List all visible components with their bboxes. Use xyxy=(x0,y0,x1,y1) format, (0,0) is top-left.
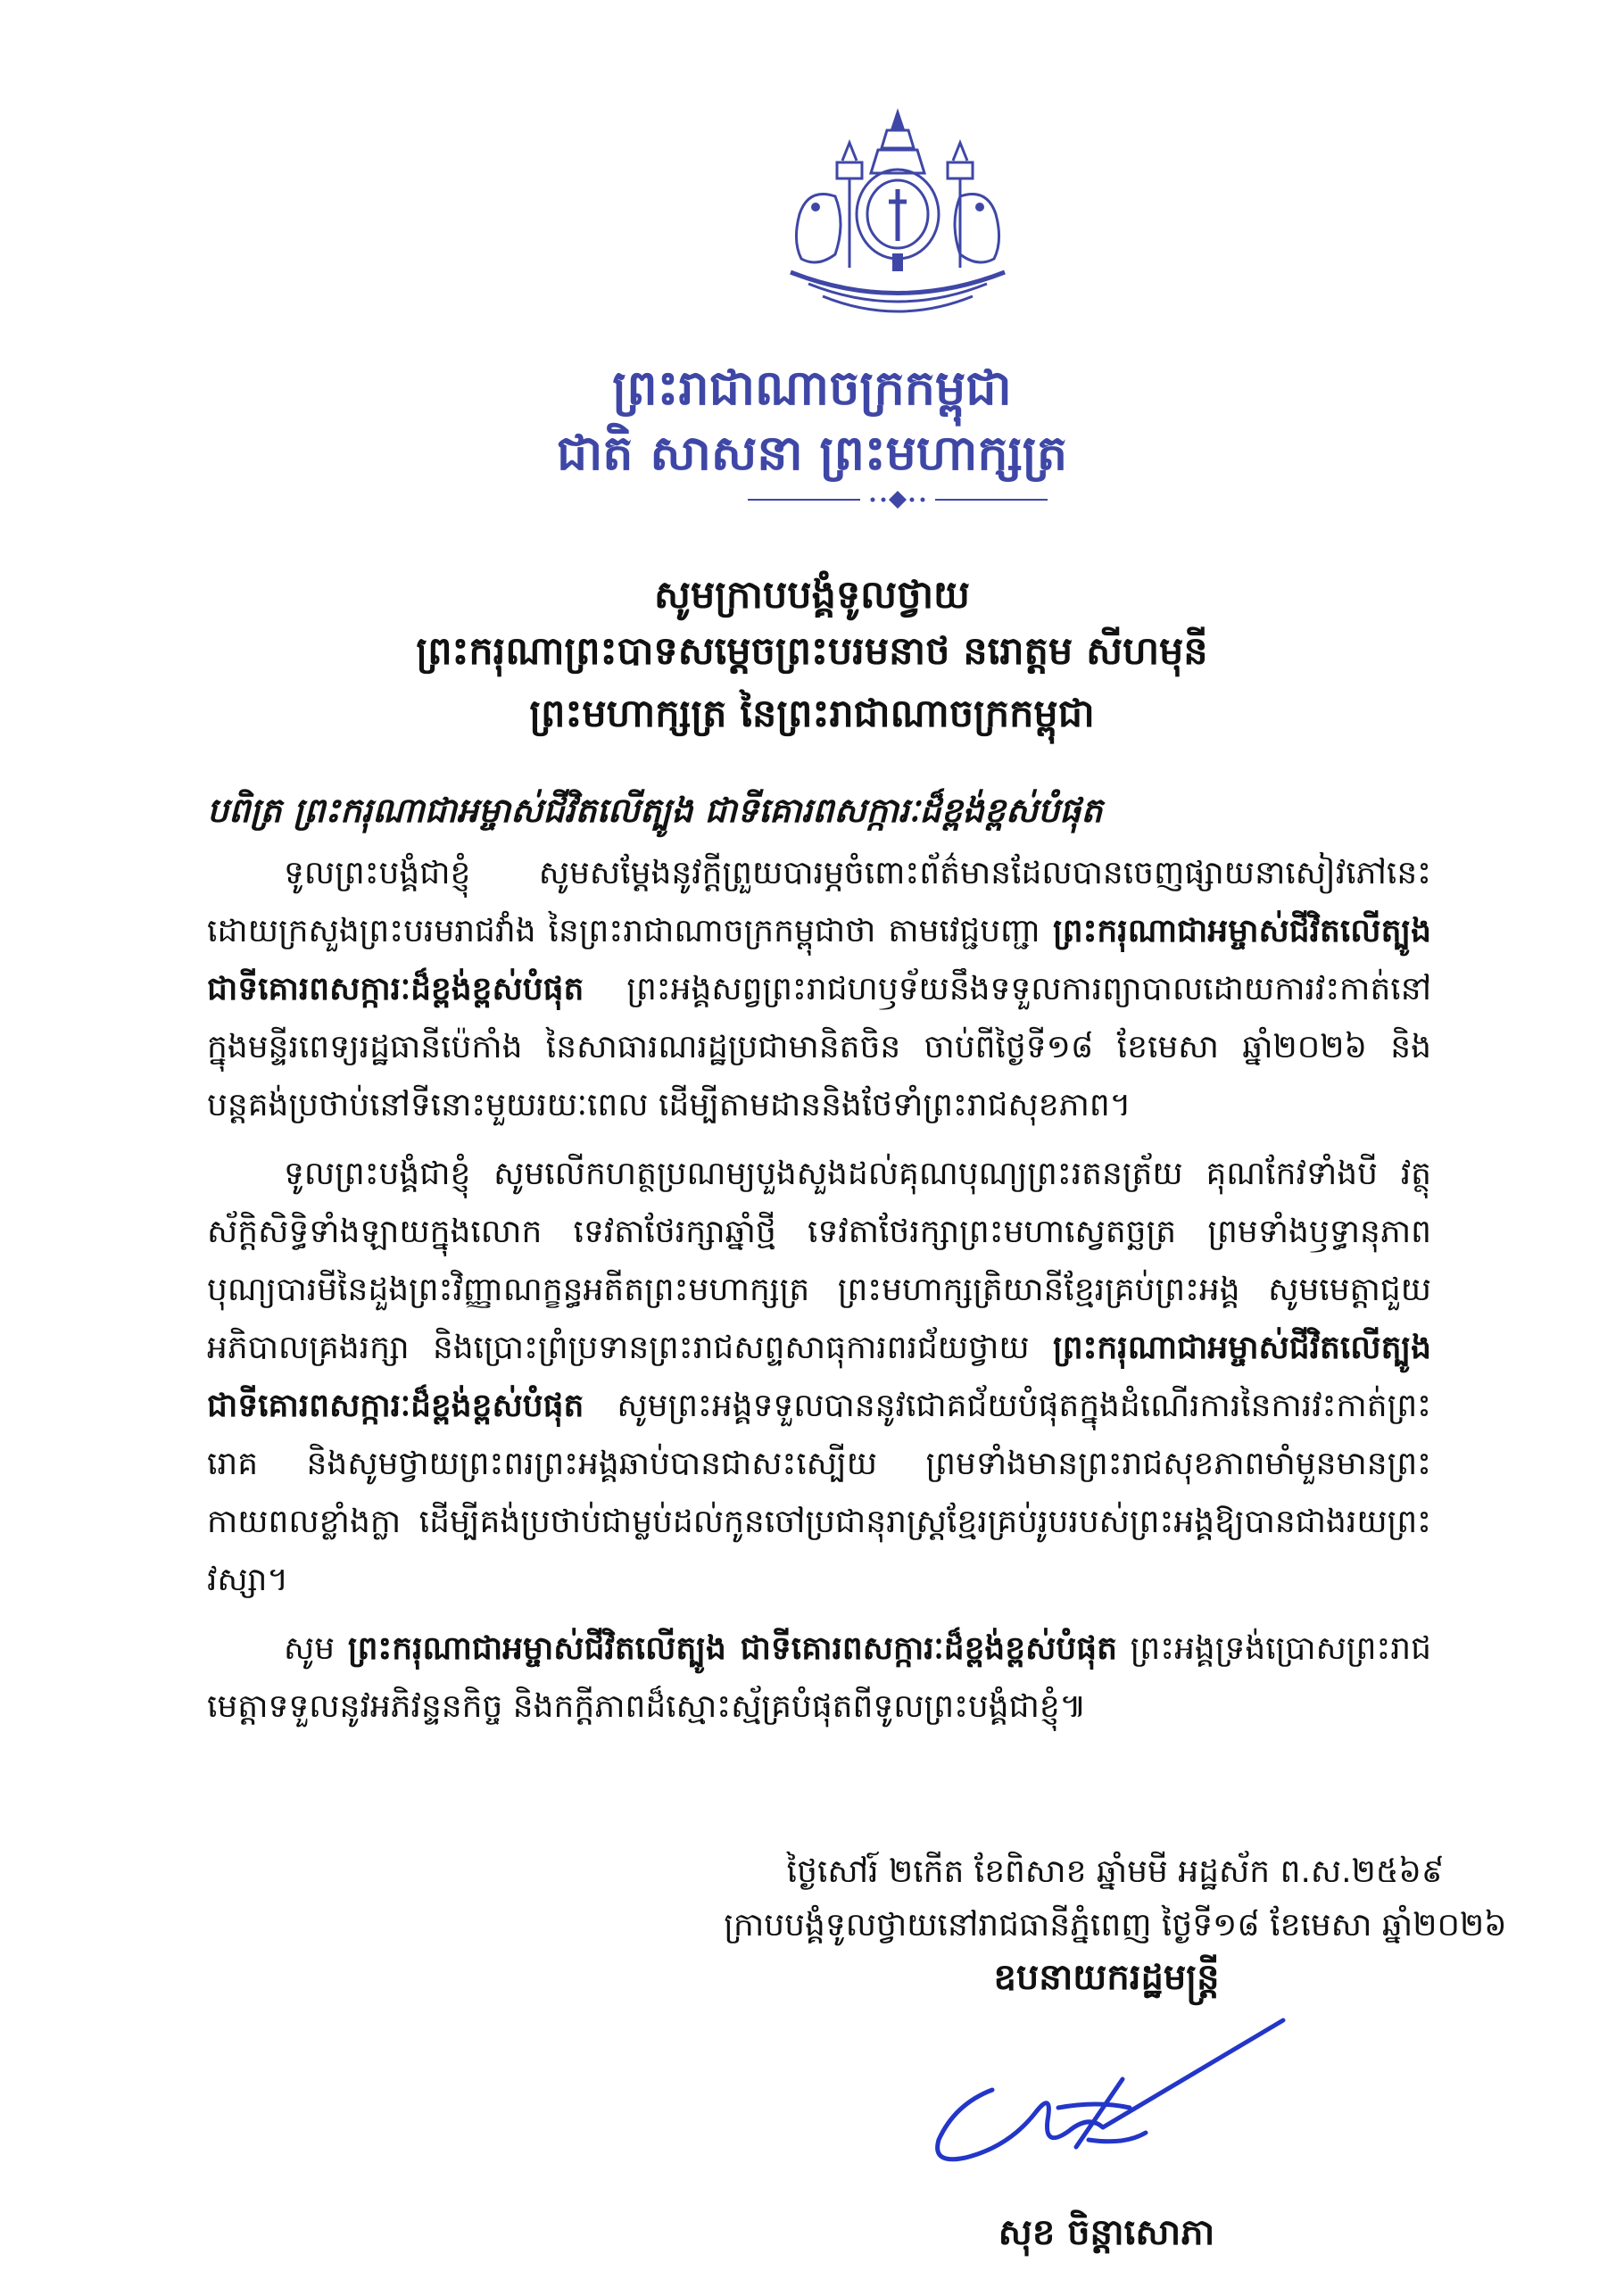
paragraph-2-royal-title: ព្រះករុណាជាអម្ចាស់ជីវិតលើត្បូង ជាទីគោរពសក្ការៈដ៏ខ្ពង់ខ្ពស់បំផុត xyxy=(207,1330,1431,1424)
national-motto: ជាតិ សាសនា ព្រះមហាក្សត្រ xyxy=(556,425,1068,481)
paragraph-1-text-b: ព្រះអង្គសព្វព្រះរាជហឫទ័យនឹងទទួលការព្យាបាលដោយការវះកាត់នៅក្នុងមន្ទីរពេទ្យរដ្ឋធានីប៉េកាំង នៃសាធារណរដ្ឋប្រជាមានិតចិន ចាប់ពីថ្ងៃទី១៨ ខែមេសា ឆ្នាំ២០២៦ និងបន្តគង់ប្រថាប់នៅទីនោះមួយរយៈពេល ដើម្បីតាមដាននិងថែទាំព្រះរាជសុខភាព។ xyxy=(207,971,1431,1123)
place-and-date: ក្រាបបង្គំទូលថ្វាយនៅរាជធានីភ្នំពេញ ថ្ងៃទី១៨ ខែមេសា ឆ្នាំ២០២៦ xyxy=(724,1907,1507,1944)
paragraph-1-text-a: ទូលព្រះបង្គំជាខ្ញុំ សូមសម្ដែងនូវក្ដីព្រួយបារម្ភចំពោះព័ត៌មានដែលបានចេញផ្សាយនាសៀវភៅនេះ ដោយក្រសួងព្រះបរមរាជវាំង នៃព្រះរាជាណាចក្រកម្ពុជាថា តាមវេជ្ជបញ្ជា xyxy=(207,855,1431,949)
handwritten-signature xyxy=(919,2015,1294,2193)
letter-body xyxy=(207,844,1431,1746)
lunar-date: ថ្ងៃសៅរ៍ ២កើត ខែពិសាខ ឆ្នាំមមី អដ្ឋស័ក ព.ស.២៥៦៩ xyxy=(786,1853,1445,1890)
national-title: ព្រះរាជាណាចក្រកម្ពុជា xyxy=(612,360,1012,416)
paragraph-1 xyxy=(207,844,1431,1134)
address-line-1: សូមក្រាបបង្គំទូលថ្វាយ xyxy=(654,573,970,618)
paragraph-3-royal-title: ព្រះករុណាជាអម្ចាស់ជីវិតលើត្បូង ជាទីគោរពសក្ការៈដ៏ខ្ពង់ខ្ពស់បំផុត xyxy=(347,1630,1117,1667)
royal-coat-of-arms-icon xyxy=(737,107,1058,330)
address-line-3: ព្រះមហាក្សត្រ នៃព្រះរាជាណាចក្រកម្ពុជា xyxy=(529,692,1095,736)
date-block xyxy=(678,1845,1553,1952)
paragraph-3 xyxy=(207,1620,1431,1736)
paragraph-3-text-b: ព្រះអង្គទ្រង់ប្រោសព្រះរាជមេត្តាទទួលនូវអភិវន្ទនកិច្ច និងកក្ដីភាពដ៏ស្មោះស្ម័គ្របំផុតពីទូលព្រះបង្គំជាខ្ញុំ៕ xyxy=(207,1630,1431,1725)
paragraph-3-text-a: សូម xyxy=(284,1630,336,1667)
divider-ornament xyxy=(748,489,1048,510)
paragraph-2-text-b: សូមព្រះអង្គទទួលបាននូវជោគជ័យបំផុតក្នុងដំណើរការនៃការវះកាត់ព្រះរោគ និងសូមថ្វាយព្រះពរព្រះអង្គឆាប់បានជាសះស្បើយ ព្រមទាំងមានព្រះរាជសុខភាពមាំមួនមានព្រះកាយពលខ្លាំងក្លា ដើម្បីគង់ប្រថាប់ជាម្លប់ដល់កូនចៅប្រជានុរាស្ត្រខ្មែរគ្រប់រូបរបស់ព្រះអង្គឱ្យបានជាងរយព្រះវស្សា។ xyxy=(207,1388,1431,1598)
paragraph-2 xyxy=(207,1145,1431,1609)
paragraph-1-royal-title: ព្រះករុណាជាអម្ចាស់ជីវិតលើត្បូង ជាទីគោរពសក្ការៈដ៏ខ្ពង់ខ្ពស់បំផុត xyxy=(207,913,1431,1007)
signer-name: សុខ ចិន្តាសោភា xyxy=(998,2212,1215,2253)
address-line-2: ព្រះករុណាព្រះបាទសម្ដេចព្រះបរមនាថ នរោត្តម សីហមុនី xyxy=(416,629,1208,674)
salutation: បពិត្រ ព្រះករុណាជាអម្ចាស់ជីវិតលើត្បូង ជាទីគោរពសក្ការៈដ៏ខ្ពង់ខ្ពស់បំផុត xyxy=(207,791,1103,830)
signer-rank: ឧបនាយករដ្ឋមន្ត្រី xyxy=(993,1957,1220,1998)
paragraph-2-text-a: ទូលព្រះបង្គំជាខ្ញុំ សូមលើកហត្ថប្រណម្យបួងសួងដល់គុណបុណ្យព្រះរតនត្រ័យ គុណកែវទាំងបី វត្ថុស័ក្តិសិទ្ធិទាំងឡាយក្នុងលោក ទេវតាថែរក្សាឆ្នាំថ្មី ទេវតាថែរក្សាព្រះមហាស្វេតច្ឆត្រ ព្រមទាំងឫទ្ធានុភាពបុណ្យបារមីនៃដួងព្រះវិញ្ញាណក្ខន្ធអតីតព្រះមហាក្សត្រ ព្រះមហាក្សត្រិយានីខ្មែរគ្រប់ព្រះអង្គ សូមមេត្តាជួយអភិបាលគ្រងរក្សា និងប្រោះព្រំប្រទានព្រះរាជសព្ទសាធុការពរជ័យថ្វាយ xyxy=(207,1156,1431,1366)
